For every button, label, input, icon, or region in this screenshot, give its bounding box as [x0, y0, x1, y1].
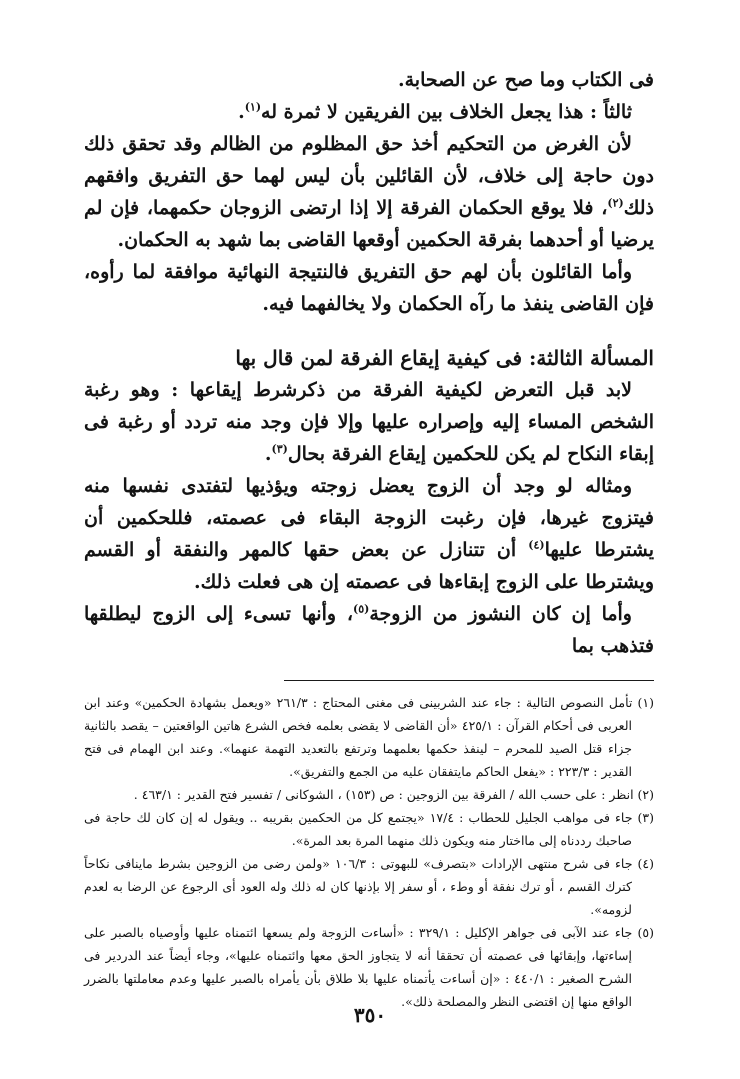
paragraph-6-part2: أن تتنازل عن بعض حقها كالمهر والنفقة أو القسم ويشترطا على الزوج إبقاءها فى عصمته إن هى فعلت ذلك. — [84, 539, 654, 593]
main-text — [84, 64, 654, 662]
paragraph-4: وأما القائلون بأن لهم حق التفريق فالنتيجة النهائية موافقة لما رأوه، فإن القاضى ينفذ ما رآه الحكمان ولا يخالفهما فيه. — [84, 261, 654, 315]
footnote-ref-5[interactable]: (٥) — [353, 602, 370, 616]
footnote-2: (٢) انظر : على حسب الله / الفرقة بين الزوجين : ص (١٥٣) ، الشوكانى / تفسير فتح القدير : ٤٦٣/١ . — [133, 787, 654, 802]
section-heading: المسألة الثالثة: فى كيفية إيقاع الفرقة لمن قال بها — [235, 346, 654, 370]
footnote-1: (١) تأمل النصوص التالية : جاء عند الشربينى فى مغنى المحتاج : ٢٦١/٣ «ويعمل بشهادة الحكمين» وعند ابن العربى فى أحكام القرآن : ٤٢٥/١ «أن القاضى لا يقضى بعلمه فخص الشرع هاتين الواقعتين – يقصد بالثانية جزاء قتل الصيد للمحرم – لينفذ حكمها بعلمهما وترتفع بالتعديد التهمة عنهما». وعند ابن الهمام فى فتح القدير : ٢٢٣/٣ : «يفعل الحاكم مايتفقان عليه من الجمع والتفريق». — [84, 695, 654, 779]
paragraph-3 — [84, 128, 654, 256]
footnote-ref-1[interactable]: (١) — [244, 100, 262, 114]
footnote-4: (٤) جاء فى شرح منتهى الإرادات «بتصرف» للبهوتى : ١٠٦/٣ «ولمن رضى من الزوجين بشرط ماينافى نكاحاً كترك القسم ، أو ترك نفقة أو وطء ، أو سفر إلا بإذنها كان له ذلك وله العود أى الرجوع عن الرضا به لعدم لزومه». — [84, 856, 654, 917]
paragraph-5 — [84, 374, 654, 470]
paragraph-6 — [84, 470, 654, 598]
page-number: ٣٥٠ — [353, 1003, 387, 1027]
paragraph-6-part1: ومثاله لو وجد أن الزوج يعضل زوجته ويؤذيها لتفتدى نفسها منه فيتزوج غيرها، فإن رغبت الزوجة البقاء فى عصمته، فللحكمين أن يشترطا عليها — [84, 475, 655, 561]
paragraph-5-end: . — [264, 443, 272, 465]
footnote-divider — [284, 680, 654, 681]
paragraph-7-part1: وأما إن كان النشوز من الزوجة — [369, 603, 632, 625]
paragraph-2 — [84, 96, 654, 128]
footnote-5: (٥) جاء عند الآبى فى جواهر الإكليل : ٣٢٩/١ : «أساءت الزوجة ولم يسعها ائتمناه عليها وأوصياه بالصبر على إساءتها، وإبقائها فى عصمته أن تحققا أنه لا يتجاوز الحق معها وائتمناه عليها»، وجاء أيضاً عند الدردير فى الشرح الصغير : ٤٤٠/١ : «إن أساءت يأتمناه عليها بلا طلاق بأن يأمراه بالصبر عليها وعدم معاملتها بالضرر الواقع منها إن اقتضى النظر والمصلحة ذلك». — [84, 925, 654, 1009]
paragraph-7-part2: ، وأنها تسىء إلى الزوج ليطلقها فتذهب بما — [84, 603, 654, 657]
footnote-3: (٣) جاء فى مواهب الجليل للحطاب : ١٧/٤ «يجتمع كل من الحكمين بقريبه .. ويقول له إن كان لك حاجة فى صاحبك رددناه إلى مااختار منه ويكون ذلك منهما المرة بعد المرة». — [84, 810, 654, 848]
paragraph-2-end: . — [238, 101, 245, 123]
footnote-ref-4[interactable]: (٤) — [528, 538, 545, 552]
footnote-ref-3[interactable]: (٣) — [271, 442, 288, 456]
page-body — [84, 64, 654, 1013]
paragraph-3-part2: ، فلا يوقع الحكمان الفرقة إلا إذا ارتضى الزوجان حكمهما، فإن لم يرضيا أو أحدهما بفرقة الحكمين أوقعها القاضى بما شهد به الحكمان. — [84, 197, 654, 251]
paragraph-3-part1: لأن الغرض من التحكيم أخذ حق المظلوم من الظالم وقد تحقق ذلك دون حاجة إلى خلاف، لأن القائلين بأن ليس لهما حق التفريق وافقهم ذلك — [84, 133, 654, 219]
footnote-ref-2[interactable]: (٢) — [607, 196, 624, 210]
footnotes — [84, 691, 654, 1013]
paragraph-1: فى الكتاب وما صح عن الصحابة. — [398, 69, 654, 91]
paragraph-5-text: لابد قبل التعرض لكيفية الفرقة من ذكرشرط إيقاعها : وهو رغبة الشخص المساء إليه وإصراره عليها وإلا فإن وجد منه تردد أو رغبة فى إبقاء النكاح لم يكن للحكمين إيقاع الفرقة بحال — [84, 379, 654, 465]
paragraph-2-text: ثالثاً : هذا يجعل الخلاف بين الفريقين لا ثمرة له — [261, 101, 632, 123]
paragraph-7 — [84, 598, 654, 662]
